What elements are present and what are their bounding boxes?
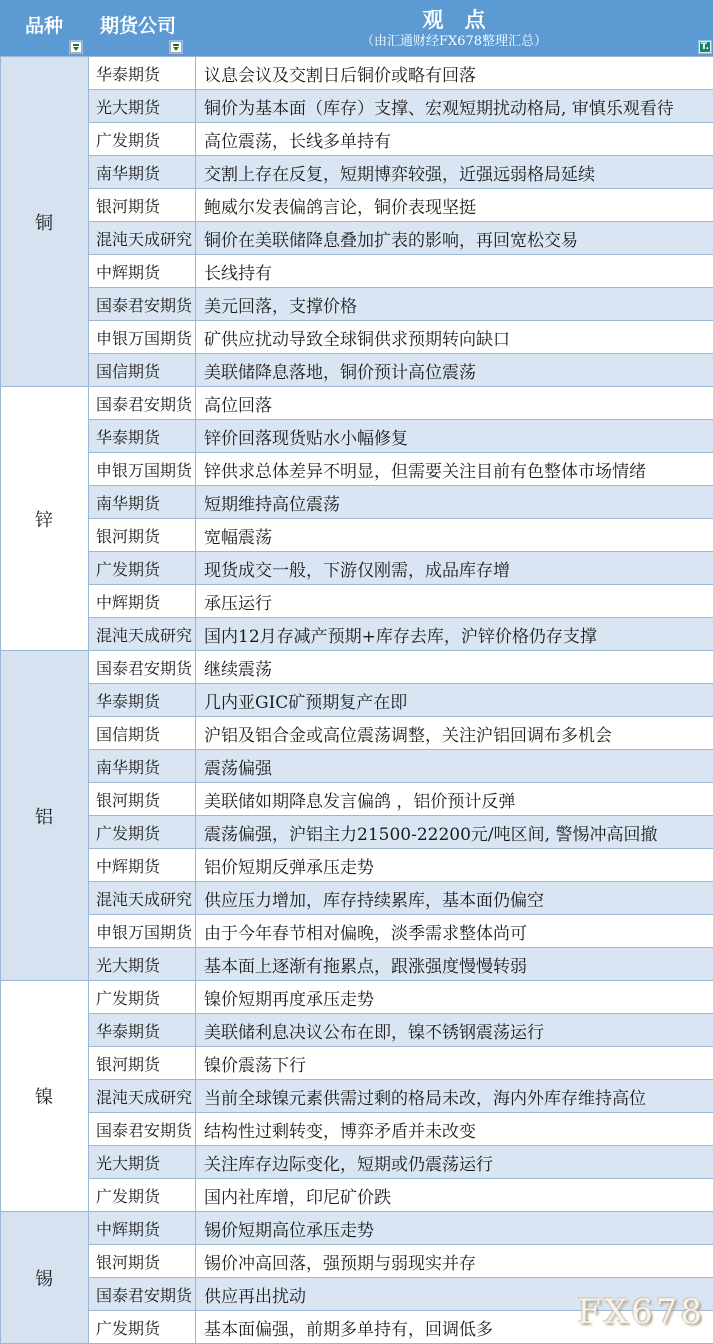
table-row <box>1 1047 713 1080</box>
company-cell: 广发期货 <box>89 981 196 1014</box>
company-cell: 华泰期货 <box>89 57 196 90</box>
company-cell: 广发期货 <box>89 816 196 849</box>
table-row <box>1 1278 713 1311</box>
company-cell: 混沌天成研究 <box>89 222 196 255</box>
chevron-down-icon <box>73 47 79 51</box>
table-row <box>1 222 713 255</box>
table-row <box>1 387 713 420</box>
company-cell: 华泰期货 <box>89 420 196 453</box>
commodity-cell: 锡 <box>1 1212 89 1344</box>
view-cell: 结构性过剩转变，博弈矛盾并未改变 <box>196 1113 713 1146</box>
funnel-icon <box>173 44 179 46</box>
company-cell: 中辉期货 <box>89 849 196 882</box>
opinions-table <box>0 56 713 1344</box>
table-row <box>1 816 713 849</box>
filter-active-icon: T. <box>700 42 710 52</box>
view-cell: 由于今年春节相对偏晚，淡季需求整体尚可 <box>196 915 713 948</box>
view-cell: 议息会议及交割日后铜价或略有回落 <box>196 57 713 90</box>
company-cell: 申银万国期货 <box>89 453 196 486</box>
company-cell: 南华期货 <box>89 156 196 189</box>
commodity-cell: 锌 <box>1 387 89 651</box>
view-cell: 锡价冲高回落，强预期与弱现实并存 <box>196 1245 713 1278</box>
company-cell: 南华期货 <box>89 486 196 519</box>
view-cell: 震荡偏强 <box>196 750 713 783</box>
table-row <box>1 1146 713 1179</box>
company-cell: 中辉期货 <box>89 1212 196 1245</box>
view-cell: 锌价回落现货贴水小幅修复 <box>196 420 713 453</box>
table-row <box>1 849 713 882</box>
header-view-subtitle: （由汇通财经FX678整理汇总） <box>360 33 548 49</box>
view-cell: 铜价在美联储降息叠加扩表的影响，再回宽松交易 <box>196 222 713 255</box>
table-row <box>1 750 713 783</box>
company-cell: 广发期货 <box>89 552 196 585</box>
table-row <box>1 1245 713 1278</box>
company-cell: 银河期货 <box>89 1245 196 1278</box>
company-cell: 广发期货 <box>89 1311 196 1344</box>
company-cell: 银河期货 <box>89 1047 196 1080</box>
view-cell: 高位震荡，长线多单持有 <box>196 123 713 156</box>
chevron-down-icon <box>173 47 179 51</box>
view-cell: 美联储利息决议公布在即，镍不锈钢震荡运行 <box>196 1014 713 1047</box>
table-row <box>1 354 713 387</box>
company-cell: 光大期货 <box>89 948 196 981</box>
commodity-cell: 铝 <box>1 651 89 981</box>
view-cell: 镍价震荡下行 <box>196 1047 713 1080</box>
view-cell: 供应压力增加，库存持续累库，基本面仍偏空 <box>196 882 713 915</box>
view-cell: 承压运行 <box>196 585 713 618</box>
company-cell: 广发期货 <box>89 1179 196 1212</box>
table-row <box>1 684 713 717</box>
funnel-icon <box>73 44 79 46</box>
company-cell: 混沌天成研究 <box>89 1080 196 1113</box>
header-view <box>195 0 713 56</box>
company-cell: 国信期货 <box>89 354 196 387</box>
table-row <box>1 552 713 585</box>
company-cell: 广发期货 <box>89 123 196 156</box>
opinions-table-body <box>1 57 713 1344</box>
company-cell: 国泰君安期货 <box>89 651 196 684</box>
table-row <box>1 57 713 90</box>
view-cell: 现货成交一般，下游仅刚需，成品库存增 <box>196 552 713 585</box>
table-row <box>1 288 713 321</box>
company-cell: 中辉期货 <box>89 585 196 618</box>
table-header <box>0 0 713 56</box>
view-cell: 宽幅震荡 <box>196 519 713 552</box>
filter-dropdown-icon-company[interactable] <box>170 41 182 53</box>
company-cell: 混沌天成研究 <box>89 882 196 915</box>
table-row <box>1 189 713 222</box>
view-cell: 高位回落 <box>196 387 713 420</box>
table-row <box>1 255 713 288</box>
company-cell: 国泰君安期货 <box>89 1278 196 1311</box>
view-cell: 供应再出扰动 <box>196 1278 713 1311</box>
filter-dropdown-icon-variety[interactable] <box>70 41 82 53</box>
company-cell: 国泰君安期货 <box>89 1113 196 1146</box>
company-cell: 银河期货 <box>89 519 196 552</box>
view-cell: 长线持有 <box>196 255 713 288</box>
company-cell: 国信期货 <box>89 717 196 750</box>
company-cell: 国泰君安期货 <box>89 387 196 420</box>
table-row <box>1 783 713 816</box>
view-cell: 短期维持高位震荡 <box>196 486 713 519</box>
view-cell: 国内社库增，印尼矿价跌 <box>196 1179 713 1212</box>
view-cell: 美联储如期降息发言偏鸽 ，铝价预计反弹 <box>196 783 713 816</box>
table-row <box>1 1311 713 1344</box>
view-cell: 铝价短期反弹承压走势 <box>196 849 713 882</box>
view-cell: 沪铝及铝合金或高位震荡调整，关注沪铝回调布多机会 <box>196 717 713 750</box>
header-company: 期货公司 <box>100 14 177 37</box>
table-row <box>1 519 713 552</box>
table-row <box>1 1179 713 1212</box>
view-cell: 镍价短期再度承压走势 <box>196 981 713 1014</box>
table-row <box>1 123 713 156</box>
header-variety: 品种 <box>24 14 63 37</box>
table-row <box>1 882 713 915</box>
company-cell: 银河期货 <box>89 189 196 222</box>
company-cell: 国泰君安期货 <box>89 288 196 321</box>
table-row <box>1 651 713 684</box>
view-cell: 锡价短期高位承压走势 <box>196 1212 713 1245</box>
table-row <box>1 156 713 189</box>
company-cell: 申银万国期货 <box>89 321 196 354</box>
view-cell: 关注库存边际变化，短期或仍震荡运行 <box>196 1146 713 1179</box>
table-row <box>1 1212 713 1245</box>
table-row <box>1 321 713 354</box>
commodity-cell: 铜 <box>1 57 89 387</box>
filter-dropdown-icon-view[interactable] <box>699 41 711 53</box>
table-row <box>1 981 713 1014</box>
fx678-watermark: FX678 <box>577 1292 705 1332</box>
company-cell: 南华期货 <box>89 750 196 783</box>
company-cell: 申银万国期货 <box>89 915 196 948</box>
table-row <box>1 618 713 651</box>
view-cell: 鲍威尔发表偏鸽言论，铜价表现坚挺 <box>196 189 713 222</box>
view-cell: 美联储降息落地，铜价预计高位震荡 <box>196 354 713 387</box>
view-cell: 继续震荡 <box>196 651 713 684</box>
view-cell: 当前全球镍元素供需过剩的格局未改，海内外库存维持高位 <box>196 1080 713 1113</box>
table-row <box>1 90 713 123</box>
company-cell: 华泰期货 <box>89 684 196 717</box>
company-cell: 中辉期货 <box>89 255 196 288</box>
company-cell: 光大期货 <box>89 1146 196 1179</box>
table-row <box>1 948 713 981</box>
table-row <box>1 486 713 519</box>
company-cell: 华泰期货 <box>89 1014 196 1047</box>
company-cell: 光大期货 <box>89 90 196 123</box>
table-row <box>1 453 713 486</box>
view-cell: 基本面偏强，前期多单持有，回调低多 <box>196 1311 713 1344</box>
view-cell: 震荡偏强，沪铝主力21500-22200元/吨区间, 警惕冲高回撤 <box>196 816 713 849</box>
company-cell: 混沌天成研究 <box>89 618 196 651</box>
view-cell: 美元回落，支撑价格 <box>196 288 713 321</box>
table-row <box>1 1113 713 1146</box>
table-row <box>1 915 713 948</box>
view-cell: 基本面上逐渐有拖累点，跟涨强度慢慢转弱 <box>196 948 713 981</box>
view-cell: 国内12月存减产预期+库存去库，沪锌价格仍存支撑 <box>196 618 713 651</box>
view-cell: 铜价为基本面（库存）支撑、宏观短期扰动格局, 审慎乐观看待 <box>196 90 713 123</box>
view-cell: 几内亚GIC矿预期复产在即 <box>196 684 713 717</box>
view-cell: 锌供求总体差异不明显，但需要关注目前有色整体市场情绪 <box>196 453 713 486</box>
company-cell: 银河期货 <box>89 783 196 816</box>
table-row <box>1 420 713 453</box>
view-cell: 交割上存在反复，短期博弈较强，近强远弱格局延续 <box>196 156 713 189</box>
table-row <box>1 717 713 750</box>
view-cell: 矿供应扰动导致全球铜供求预期转向缺口 <box>196 321 713 354</box>
table-row <box>1 1080 713 1113</box>
header-view-title: 观 点 <box>422 6 486 32</box>
table-row <box>1 585 713 618</box>
table-row <box>1 1014 713 1047</box>
commodity-cell: 镍 <box>1 981 89 1212</box>
